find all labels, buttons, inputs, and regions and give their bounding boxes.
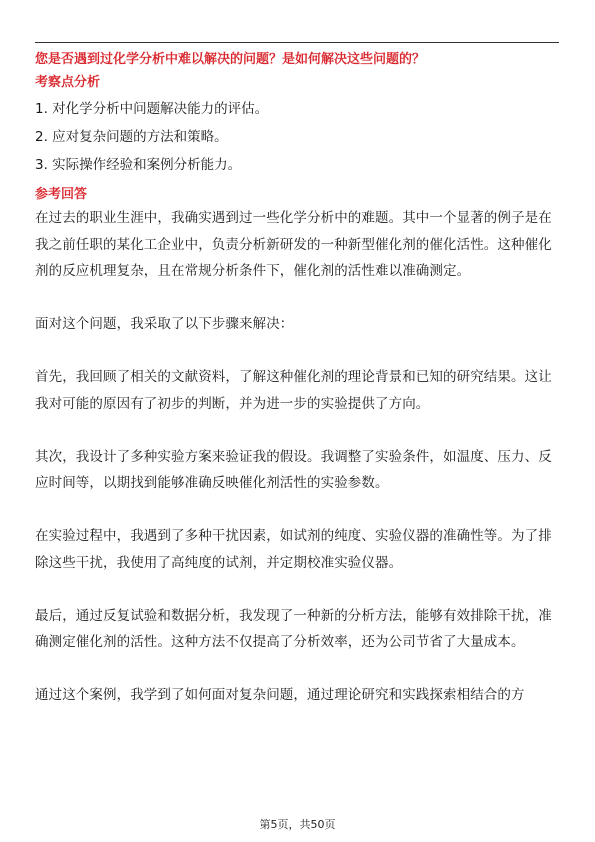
answer-paragraph: 首先，我回顾了相关的文献资料，了解这种催化剂的理论背景和已知的研究结果。这让我对可能的原因有了初步的判断，并为进一步的实验提供了方向。 [35, 369, 552, 412]
answer-body [35, 205, 561, 709]
answer-paragraph: 其次，我设计了多种实验方案来验证我的假设。我调整了实验条件，如温度、压力、反应时间等，以期找到能够准确反映催化剂活性的实验参数。 [35, 448, 552, 491]
analysis-point: 2. 应对复杂问题的方法和策略。 [35, 129, 228, 145]
question-title: 您是否遇到过化学分析中难以解决的问题？是如何解决这些问题的？ [35, 52, 426, 67]
answer-paragraph: 通过这个案例，我学到了如何面对复杂问题，通过理论研究和实践探索相结合的方 [35, 687, 525, 703]
top-rule [35, 42, 559, 43]
answer-paragraph: 在实验过程中，我遇到了多种干扰因素，如试剂的纯度、实验仪器的准确性等。为了排除这些干扰，我使用了高纯度的试剂，并定期校准实验仪器。 [35, 528, 552, 571]
analysis-point: 1. 对化学分析中问题解决能力的评估。 [35, 101, 269, 117]
answer-paragraph: 最后，通过反复试验和数据分析，我发现了一种新的分析方法，能够有效排除干扰，准确测定催化剂的活性。这种方法不仅提高了分析效率，还为公司节省了大量成本。 [35, 607, 552, 650]
analysis-heading: 考察点分析 [35, 75, 101, 90]
analysis-point: 3. 实际操作经验和案例分析能力。 [35, 157, 242, 173]
analysis-points [35, 95, 561, 179]
answer-heading: 参考回答 [35, 187, 88, 202]
page-content [35, 49, 561, 709]
page-number: 第5页，共50页 [259, 818, 336, 831]
answer-paragraph: 面对这个问题，我采取了以下步骤来解决： [35, 316, 294, 332]
answer-paragraph: 在过去的职业生涯中，我确实遇到过一些化学分析中的难题。其中一个显著的例子是在我之前任职的某化工企业中，负责分析新研发的一种新型催化剂的催化活性。这种催化剂的反应机理复杂，且在常规分析条件下，催化剂的活性难以准确测定。 [35, 210, 552, 279]
